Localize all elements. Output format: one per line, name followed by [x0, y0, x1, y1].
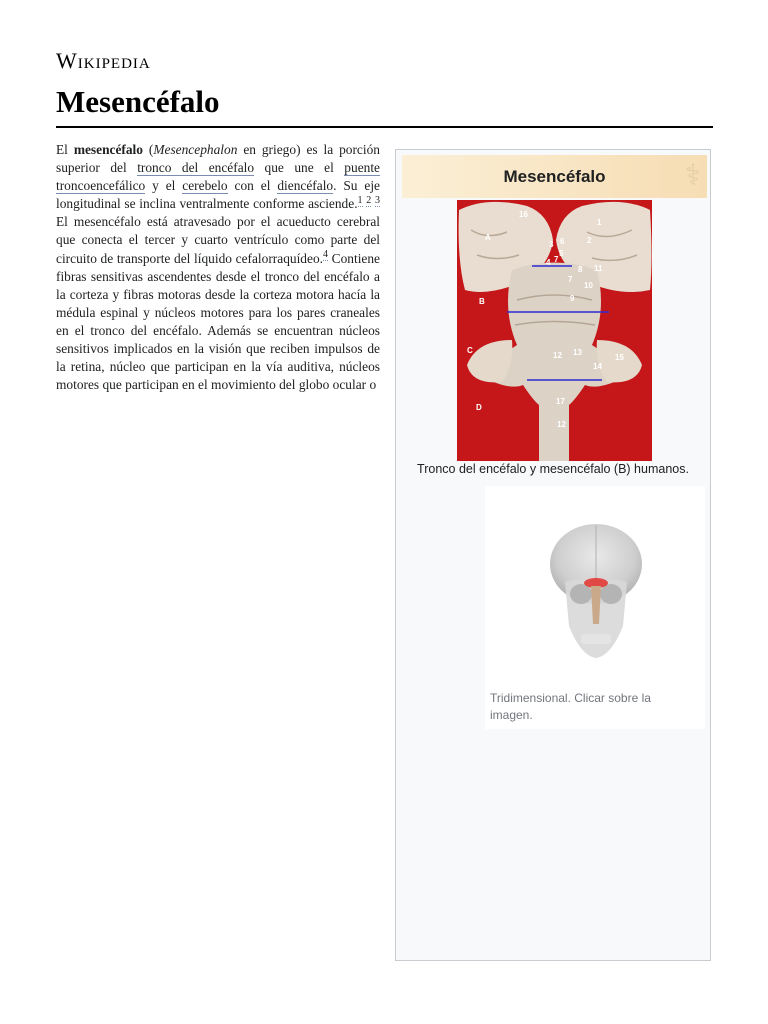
link-cerebelo[interactable]: cerebelo: [182, 178, 228, 194]
infobox: [395, 149, 711, 961]
image-caption: Tronco del encéfalo y mesencéfalo (B) humanos.: [417, 462, 689, 476]
link-tronco-del-encefalo[interactable]: tronco del encéfalo: [137, 160, 255, 176]
image-label: 9: [570, 294, 575, 303]
image-label: 13: [573, 348, 582, 357]
image-label: 7: [554, 255, 559, 264]
image-label: 3: [549, 240, 554, 249]
skull-image: [485, 486, 705, 686]
image-label: C: [467, 346, 473, 355]
wikipedia-logo[interactable]: Wikipedia: [56, 48, 151, 73]
text-run: . Su eje longitudinal se inclina ventralmente conforme asciende.: [56, 178, 381, 212]
brainstem-image[interactable]: [457, 200, 652, 461]
image-label: 6: [560, 237, 565, 246]
image-label: D: [476, 403, 482, 412]
text-run: con el: [227, 178, 278, 194]
infobox-title: Mesencéfalo: [503, 167, 606, 186]
image-label: 16: [519, 210, 528, 219]
caduceus-icon: ⚕: [684, 159, 701, 192]
image-label: 8: [578, 265, 583, 274]
text-run: en griego) es la porción superior del: [56, 142, 380, 176]
infobox-header: [402, 155, 707, 198]
term-bold: mesencéfalo: [73, 142, 143, 157]
text-run: El: [56, 142, 74, 157]
image-label: A: [485, 233, 491, 242]
thumbnail-caption: Tridimensional. Clicar sobre la imagen.: [490, 691, 651, 722]
image-label: B: [479, 297, 485, 306]
reference-2[interactable]: 2: [366, 194, 372, 206]
reference-3[interactable]: 3: [374, 194, 380, 206]
article-paragraph: [56, 141, 380, 394]
image-label: 7: [568, 275, 573, 284]
link-puente-troncoencefalico[interactable]: puente troncoencefálico: [56, 160, 380, 194]
page-title: Mesencéfalo: [56, 84, 220, 119]
image-label: 14: [593, 362, 602, 371]
link-diencefalo[interactable]: diencéfalo: [277, 178, 334, 194]
text-run: y el: [145, 178, 183, 194]
image-label: 12: [553, 351, 562, 360]
text-run: que une el: [254, 160, 345, 176]
image-label: 2: [587, 236, 592, 245]
term-italic: Mesencephalon: [153, 142, 238, 157]
title-divider: [56, 126, 713, 128]
reference-1[interactable]: 1: [357, 194, 363, 206]
text-run: Contiene fibras sensitivas ascendentes desde el tronco del encéfalo a la corteza y fibras motoras desde la corteza motora hacía la médula espinal y núcleos motores para los pares craneales en el tronco del encéfalo. Además se encuentran núcleos sensitivos implicados en la visión que reciben impulsos de la retina, núcleo que participan en la vía auditiva, núcleos motores que participan en el movimiento del globo ocular o: [56, 250, 380, 393]
image-label: 11: [594, 264, 603, 273]
image-label: 12: [557, 420, 566, 429]
image-label: 15: [615, 353, 624, 362]
3d-skull-thumbnail[interactable]: [485, 486, 705, 729]
image-label: 5: [559, 249, 564, 258]
image-label: 10: [584, 281, 593, 290]
image-label: 1: [597, 218, 602, 227]
reference-4[interactable]: 4: [323, 249, 328, 261]
brainstem-label-layer: [457, 200, 652, 461]
text-run: (: [142, 142, 154, 157]
image-label: 17: [556, 397, 565, 406]
image-label: 4: [546, 258, 551, 267]
text-run: El mesencéfalo está atravesado por el acueducto cerebral que conecta el tercer y cuarto ventrículo como parte del circuito de transporte del líquido cefalorraquídeo.: [56, 214, 380, 266]
